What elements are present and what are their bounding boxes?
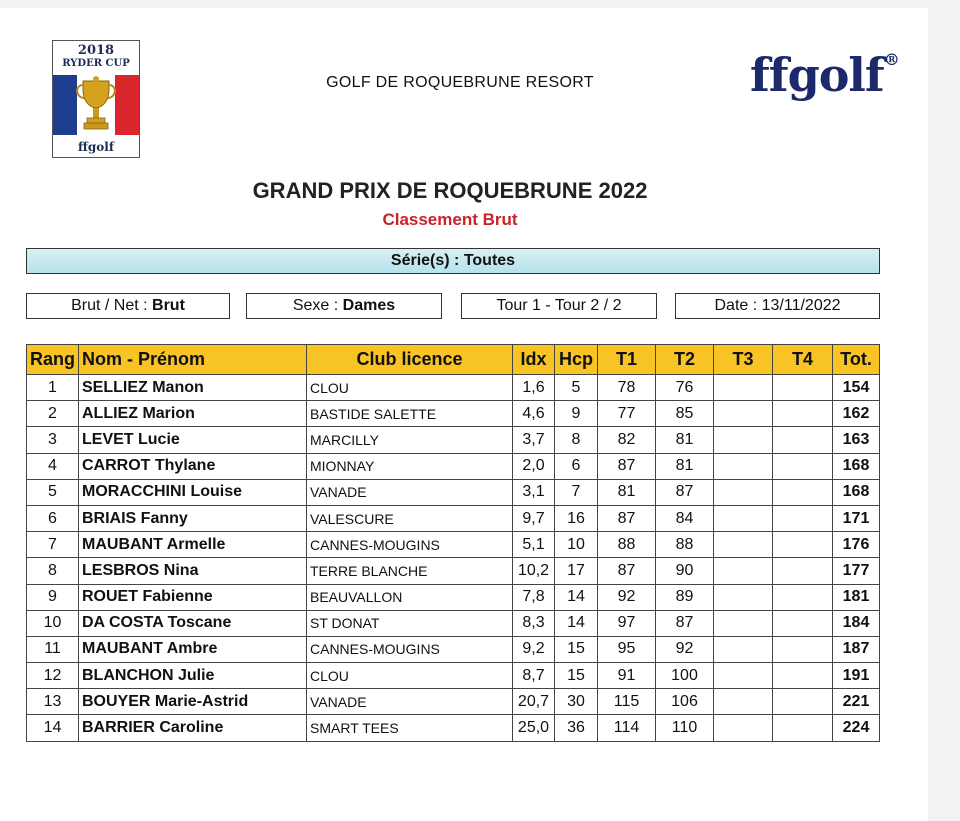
sexe-box [246, 293, 442, 319]
cell-name: BOUYER Marie-Astrid [79, 689, 307, 715]
cell-idx: 10,2 [513, 558, 555, 584]
registered-mark: ® [883, 50, 899, 69]
cell-rank: 7 [27, 532, 79, 558]
cell-t2: 89 [656, 584, 714, 610]
cell-idx: 20,7 [513, 689, 555, 715]
cell-idx: 9,2 [513, 636, 555, 662]
header-t4: T4 [773, 345, 833, 375]
cell-t4 [773, 401, 833, 427]
cell-t3 [714, 558, 773, 584]
cell-total: 187 [833, 636, 880, 662]
trophy-icon [73, 75, 119, 137]
cell-total: 181 [833, 584, 880, 610]
cell-t4 [773, 505, 833, 531]
cell-t2: 92 [656, 636, 714, 662]
table-row [27, 505, 880, 531]
cell-t3 [714, 715, 773, 741]
cell-total: 168 [833, 453, 880, 479]
cell-rank: 13 [27, 689, 79, 715]
cell-t4 [773, 689, 833, 715]
cell-t3 [714, 505, 773, 531]
table-row [27, 558, 880, 584]
cell-total: 154 [833, 375, 880, 401]
table-row [27, 375, 880, 401]
cell-total: 184 [833, 610, 880, 636]
cell-t1: 97 [598, 610, 656, 636]
cell-t1: 115 [598, 689, 656, 715]
date-box: Date : 13/11/2022 [675, 293, 880, 319]
cell-club: BASTIDE SALETTE [307, 401, 513, 427]
cell-t4 [773, 479, 833, 505]
cell-idx: 3,7 [513, 427, 555, 453]
cell-hcp: 9 [555, 401, 598, 427]
cell-name: MAUBANT Ambre [79, 636, 307, 662]
cell-t2: 90 [656, 558, 714, 584]
cell-t1: 78 [598, 375, 656, 401]
results-body [27, 375, 880, 742]
cell-idx: 9,7 [513, 505, 555, 531]
cell-t3 [714, 636, 773, 662]
ryder-cup-logo [52, 40, 140, 158]
table-row [27, 715, 880, 741]
cell-idx: 8,3 [513, 610, 555, 636]
cell-club: BEAUVALLON [307, 584, 513, 610]
cell-hcp: 15 [555, 663, 598, 689]
club-name: GOLF DE ROQUEBRUNE RESORT [326, 74, 594, 91]
cell-t1: 87 [598, 453, 656, 479]
table-row [27, 636, 880, 662]
cell-t2: 81 [656, 453, 714, 479]
cell-hcp: 16 [555, 505, 598, 531]
cell-name: MORACCHINI Louise [79, 479, 307, 505]
cell-name: MAUBANT Armelle [79, 532, 307, 558]
cell-t4 [773, 558, 833, 584]
cell-hcp: 8 [555, 427, 598, 453]
brut-net-label: Brut / Net : [71, 297, 148, 314]
cell-club: MIONNAY [307, 453, 513, 479]
sexe-value: Dames [342, 297, 396, 314]
cell-t3 [714, 689, 773, 715]
cell-total: 171 [833, 505, 880, 531]
cell-rank: 12 [27, 663, 79, 689]
cell-name: LESBROS Nina [79, 558, 307, 584]
header-rang: Rang [27, 345, 79, 375]
cell-t3 [714, 663, 773, 689]
brut-net-value: Brut [152, 297, 185, 314]
series-banner: Série(s) : Toutes [26, 248, 880, 274]
cell-club: TERRE BLANCHE [307, 558, 513, 584]
cell-total: 191 [833, 663, 880, 689]
brut-net-box [26, 293, 230, 319]
cell-total: 162 [833, 401, 880, 427]
cell-t4 [773, 636, 833, 662]
cell-club: ST DONAT [307, 610, 513, 636]
page-title: GRAND PRIX DE ROQUEBRUNE 2022 [252, 178, 648, 203]
cell-hcp: 17 [555, 558, 598, 584]
cell-rank: 4 [27, 453, 79, 479]
cell-t1: 114 [598, 715, 656, 741]
cell-t1: 92 [598, 584, 656, 610]
ffgolf-logo [750, 48, 899, 102]
cell-hcp: 14 [555, 584, 598, 610]
cell-total: 177 [833, 558, 880, 584]
cell-t4 [773, 663, 833, 689]
cell-t4 [773, 427, 833, 453]
cell-t3 [714, 479, 773, 505]
cell-name: ROUET Fabienne [79, 584, 307, 610]
cell-club: CLOU [307, 663, 513, 689]
cell-idx: 5,1 [513, 532, 555, 558]
cell-t2: 88 [656, 532, 714, 558]
cell-t2: 87 [656, 479, 714, 505]
cell-rank: 10 [27, 610, 79, 636]
header-nom: Nom - Prénom [79, 345, 307, 375]
cell-t1: 87 [598, 505, 656, 531]
ryder-logo-brand: ffgolf [78, 140, 114, 154]
cell-hcp: 7 [555, 479, 598, 505]
cell-club: VANADE [307, 689, 513, 715]
header-idx: Idx [513, 345, 555, 375]
table-row [27, 427, 880, 453]
table-row [27, 532, 880, 558]
cell-club: VANADE [307, 479, 513, 505]
cell-t4 [773, 610, 833, 636]
cell-rank: 6 [27, 505, 79, 531]
cell-name: BARRIER Caroline [79, 715, 307, 741]
cell-t2: 87 [656, 610, 714, 636]
cell-name: BLANCHON Julie [79, 663, 307, 689]
cell-t3 [714, 401, 773, 427]
cell-rank: 3 [27, 427, 79, 453]
cell-club: MARCILLY [307, 427, 513, 453]
cell-t2: 106 [656, 689, 714, 715]
ryder-logo-name: RYDER CUP [62, 58, 130, 69]
table-header-row [27, 345, 880, 375]
cell-rank: 1 [27, 375, 79, 401]
table-row [27, 663, 880, 689]
cell-name: BRIAIS Fanny [79, 505, 307, 531]
cell-t4 [773, 532, 833, 558]
cell-hcp: 14 [555, 610, 598, 636]
cell-t1: 88 [598, 532, 656, 558]
table-row [27, 610, 880, 636]
table-row [27, 689, 880, 715]
ffgolf-logo-text: ffgolf [750, 48, 884, 102]
cell-total: 224 [833, 715, 880, 741]
results-sheet [0, 8, 928, 821]
cell-idx: 8,7 [513, 663, 555, 689]
cell-t2: 84 [656, 505, 714, 531]
sexe-label: Sexe : [292, 297, 339, 314]
cell-t3 [714, 375, 773, 401]
cell-t4 [773, 715, 833, 741]
cell-idx: 2,0 [513, 453, 555, 479]
cell-hcp: 5 [555, 375, 598, 401]
table-row [27, 453, 880, 479]
header-t3: T3 [714, 345, 773, 375]
cell-club: CANNES-MOUGINS [307, 532, 513, 558]
cell-hcp: 30 [555, 689, 598, 715]
cell-t2: 76 [656, 375, 714, 401]
cell-idx: 3,1 [513, 479, 555, 505]
table-row [27, 584, 880, 610]
cell-t2: 85 [656, 401, 714, 427]
cell-name: CARROT Thylane [79, 453, 307, 479]
cell-club: CLOU [307, 375, 513, 401]
header-tot: Tot. [833, 345, 880, 375]
cell-t2: 81 [656, 427, 714, 453]
cell-t3 [714, 427, 773, 453]
cell-t1: 81 [598, 479, 656, 505]
cell-rank: 14 [27, 715, 79, 741]
ryder-logo-year: 2018 [77, 43, 115, 58]
cell-idx: 25,0 [513, 715, 555, 741]
cell-name: ALLIEZ Marion [79, 401, 307, 427]
cell-t3 [714, 453, 773, 479]
cell-rank: 9 [27, 584, 79, 610]
tour-box: Tour 1 - Tour 2 / 2 [461, 293, 657, 319]
cell-t1: 77 [598, 401, 656, 427]
cell-t4 [773, 584, 833, 610]
cell-total: 176 [833, 532, 880, 558]
cell-t1: 91 [598, 663, 656, 689]
cell-t1: 82 [598, 427, 656, 453]
cell-t4 [773, 375, 833, 401]
cell-t1: 95 [598, 636, 656, 662]
cell-hcp: 15 [555, 636, 598, 662]
cell-club: SMART TEES [307, 715, 513, 741]
cell-hcp: 6 [555, 453, 598, 479]
cell-total: 221 [833, 689, 880, 715]
cell-name: SELLIEZ Manon [79, 375, 307, 401]
cell-t3 [714, 610, 773, 636]
cell-idx: 7,8 [513, 584, 555, 610]
cell-t1: 87 [598, 558, 656, 584]
cell-club: VALESCURE [307, 505, 513, 531]
header-t1: T1 [598, 345, 656, 375]
cell-t2: 100 [656, 663, 714, 689]
cell-hcp: 10 [555, 532, 598, 558]
cell-t2: 110 [656, 715, 714, 741]
table-row [27, 479, 880, 505]
cell-idx: 1,6 [513, 375, 555, 401]
header-t2: T2 [656, 345, 714, 375]
cell-name: DA COSTA Toscane [79, 610, 307, 636]
cell-t3 [714, 532, 773, 558]
cell-idx: 4,6 [513, 401, 555, 427]
table-row [27, 401, 880, 427]
cell-name: LEVET Lucie [79, 427, 307, 453]
cell-rank: 5 [27, 479, 79, 505]
cell-total: 168 [833, 479, 880, 505]
cell-rank: 2 [27, 401, 79, 427]
page-subtitle: Classement Brut [382, 210, 518, 229]
cell-t3 [714, 584, 773, 610]
cell-total: 163 [833, 427, 880, 453]
cell-club: CANNES-MOUGINS [307, 636, 513, 662]
cell-rank: 11 [27, 636, 79, 662]
cell-rank: 8 [27, 558, 79, 584]
cell-hcp: 36 [555, 715, 598, 741]
results-table [26, 344, 880, 742]
header-club: Club licence [307, 345, 513, 375]
header-hcp: Hcp [555, 345, 598, 375]
cell-t4 [773, 453, 833, 479]
